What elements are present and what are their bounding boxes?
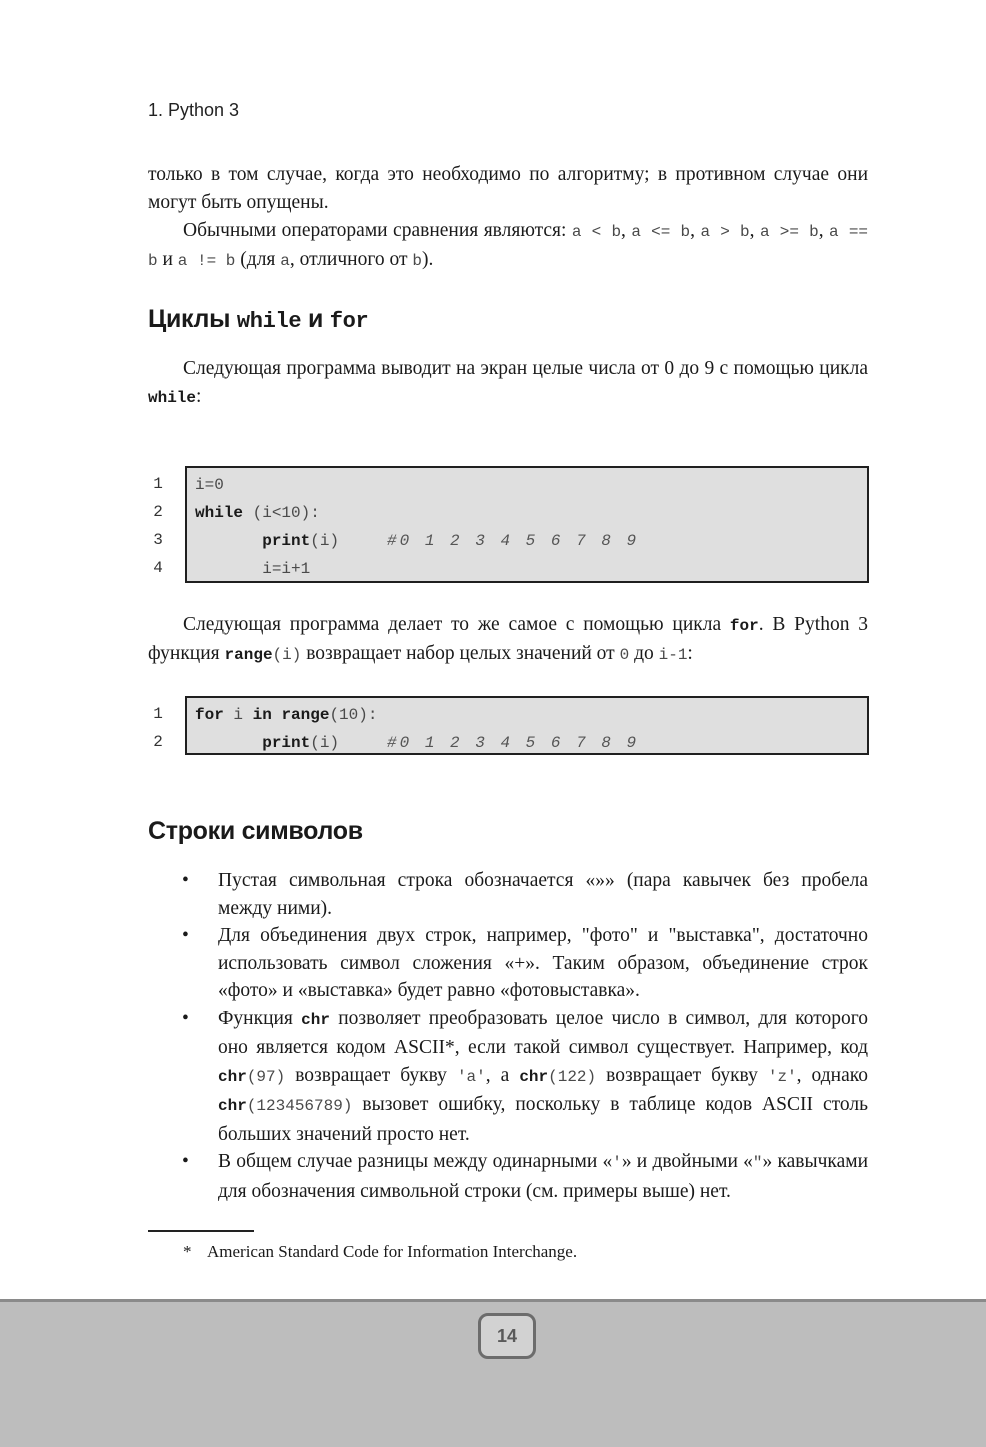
paragraph-while-intro: Следующая программа выводит на экран целые числа от 0 до 9 с помощью цикла while: xyxy=(148,358,868,407)
list-item: • Функция chr позволяет преобразовать целое число в символ, для которого оно является кодом ASCII*, если такой символ существует. Например, код chr(97) возвращает букву 'a', а chr(122) возвращает букву 'z', однако chr(123456789) вызовет ошибку, поскольку в таблице кодов ASCII столь больших значений просто нет. xyxy=(182,1007,869,1145)
section-heading-loops: Циклы while и for xyxy=(148,305,369,334)
code-line: print(i) #0 1 2 3 4 5 6 7 8 9 xyxy=(262,532,640,550)
op-lt: a < b xyxy=(571,223,622,241)
line-numbers: 1 2 3 4 xyxy=(153,475,163,577)
code-line: for i in range(10): xyxy=(195,706,378,724)
list-item: • В общем случае разницы между одинарными «'» и двойными «"» кавычками для обозначения символьной строки (см. примеры выше) нет. xyxy=(182,1151,869,1202)
code-box xyxy=(185,466,869,583)
code-line: i=i+1 xyxy=(195,560,311,578)
footnote-rule xyxy=(148,1230,254,1232)
op-ge: a >= b xyxy=(759,223,819,241)
bullet-list xyxy=(148,867,868,1205)
code-line: while (i<10): xyxy=(195,504,320,522)
footnote: * American Standard Code for Information Interchange. xyxy=(183,1242,578,1261)
op-eq: a == b xyxy=(148,223,869,270)
page-number: 14 xyxy=(478,1313,536,1359)
code-line: print(i) #0 1 2 3 4 5 6 7 8 9 xyxy=(262,734,640,752)
section-heading-strings: Строки символов xyxy=(148,817,363,845)
code-block-for xyxy=(148,696,869,755)
line-numbers: 1 2 xyxy=(153,705,163,751)
list-item: • Для объединения двух строк, например, "фото" и "выставка", достаточно использовать символ сложения «+». Таким образом, объединение строк «фото» и «выставка» будет равно «фотовыставка». xyxy=(182,925,868,1001)
op-ne: a != b xyxy=(177,252,236,270)
op-le: a <= b xyxy=(631,223,691,241)
list-item: • Пустая символьная строка обозначается «»» (пара кавычек без пробела между ними). xyxy=(182,870,868,919)
paragraph-comparison-operators: Обычными операторами сравнения являются: a < b, a <= b, a > b, a >= b, a == b и a != b (для a, отличного от b). xyxy=(148,220,869,270)
op-gt: a > b xyxy=(700,223,750,241)
code-line: i=0 xyxy=(195,476,224,494)
paragraph-continuation: только в том случае, когда это необходимо по алгоритму; в противном случае они могут быть опущены. xyxy=(148,164,868,213)
paragraph-for-intro: Следующая программа делает то же самое с помощью цикла for. В Python 3 функция range(i) возвращает набор целых значений от 0 до i-1: xyxy=(148,614,868,664)
code-box xyxy=(185,696,869,755)
code-block-while xyxy=(148,466,869,583)
running-head: 1. Python 3 xyxy=(148,100,240,120)
